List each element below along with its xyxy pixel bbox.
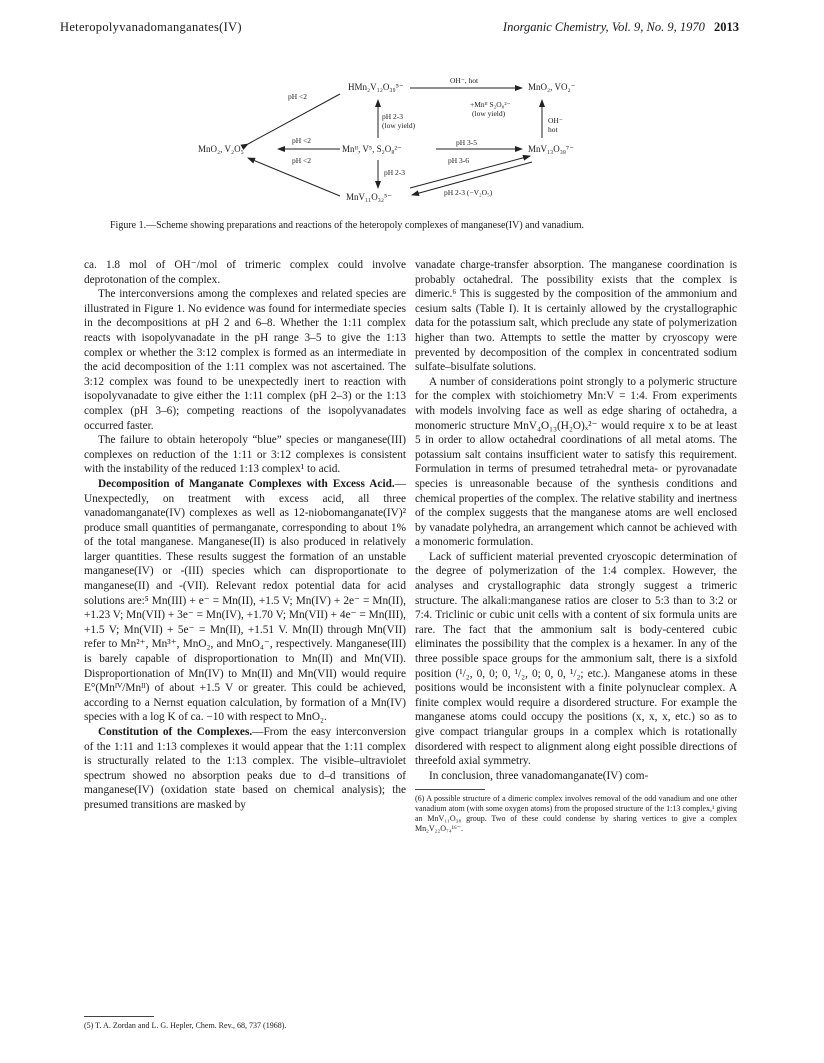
volume-issue: Vol. 9, No. 9, 1970 (611, 20, 705, 34)
node-center: Mnᴵᴵ, V⁵, S₂O₈²⁻ (342, 144, 402, 154)
paragraph: A number of considerations point strongly to a polymeric structure for the complex with stoichiometry Mn:V = 1:4. From experiments with models involving face as well as edge sharing of octahedra, a monomeric structure MnV₄O₁₃(H₂O)ₓ²⁻ would require x to be at least 5 in order to allow octahedral coordinations of all metal atoms. The potassium salt contains insufficient water to satisfy this requirement. Formulation in terms of presumed tetrahedral meta- or pyrovanadate species is unreasonable because of the synthesis conditions and chemical properties of the complex. The relative stability and inertness of the complex suggests that the manganese atoms are well enclosed by vanadate polyhedra, an arrangement which cannot be achieved with a monomeric formulation. (415, 375, 737, 549)
left-column (84, 258, 406, 813)
footnote-text: (5) T. A. Zordan and L. G. Hepler, Chem. Rev., 68, 737 (1968). (84, 1021, 287, 1030)
section-constitution (84, 725, 406, 813)
label-ph-lt2-mid: pH <2 (292, 136, 312, 145)
label-ph36: pH 3-6 (448, 156, 470, 165)
label-oh-right-a: OH⁻ (548, 116, 563, 125)
label-ph35: pH 3-5 (456, 138, 478, 147)
footnote-rule (84, 1016, 154, 1017)
label-ph-lt2-top: pH <2 (288, 92, 308, 101)
paragraph: Lack of sufficient material prevented cryoscopic determination of the degree of polymerization of the 1:4 complex. However, the analyses and crystallographic data strongly suggest a trimeric structure. The alkali:manganese ratios are closer to 5:3 than to 3:2 or 7:4. Triclinic or cubic unit cells with a content of six formula units are rare. The fact that the ammonium salt is body-centered cubic eliminates the possibility that the complex is a hexamer. In any of the three possible space groups for the ammonium salt, there is a sixfold position (¹/₂, 0, 0; 0, ¹/₂, 0; 0, 0, ¹/₂; etc.). Manganese atoms in these positions would be inconsistent with a finite polynuclear complex. A finite complex would require a disordered structure. For example the manganese atoms could occupy the positions (x, x, x, etc.) so as to give compact triangular groups in a complex which is rotationally disordered with respect to alignment along eight possible directions of threefold axial symmetry. (415, 550, 737, 768)
footnote-right: (6) A possible structure of a dimeric complex involves removal of the odd vanadium and one other vanadium atom (with some oxygen atoms) from the proposed structure of the 1:13 complex,¹ giving an MnV₁₁O₃₈ group. Two of these could condense by sharing vertices to give a complex Mn₂V₂₂O₇₄¹⁶⁻. (415, 794, 737, 834)
label-ph23-low-a: pH 2-3 (382, 112, 404, 121)
section-text: —From the easy interconversion of the 1:11 and 1:13 complexes it would appear that the 1:11 complex is structurally related to the 1:13 complex. The visible–ultraviolet spectrum showed no absorption peaks due to d–d transitions of manganese(IV) (oxidation state based on chemical analysis); the presumed transitions are masked by (84, 726, 406, 811)
paragraph: ca. 1.8 mol of OH⁻/mol of trimeric complex could involve deprotonation of the complex. (84, 259, 406, 286)
paragraph: The interconversions among the complexes and related species are illustrated in Figure 1. No evidence was found for intermediate species in the decompositions at pH 2 and 6–8. Whether the 1:11 complex reacts with isopolyvanadate in the pH range 3–5 to give the 1:13 complex or whether the 3:12 complex is formed as an intermediate in the acid decomposition of the 1:11 complex was not ascertained. The 3:12 complex was found to be unexpectedly inert to reaction with isopolyvanadate to give either the 1:11 complex (pH 2–3) or the 1:13 complex (pH 3–6); competing reactions of the isopolyvanadates occurred faster. (84, 288, 406, 432)
label-low-yield-right: (low yield) (472, 109, 506, 118)
arrow-bottom-to-right (410, 156, 530, 188)
running-title: Heteropolyvanadomanganates(IV) (60, 20, 242, 34)
label-ph23-mid: pH 2-3 (384, 168, 406, 177)
section-text: —Unexpectedly, on treatment with excess acid, all three vanadomanganate(IV) complexes as well as 12-niobomanganate(IV)² produce small quantities of permanganate, corresponding to about 1% of the total manganese. Manganese(II) is also produced in relatively larger quantities. These results suggest the formation of an unstable manganese(IV) or -(III) species which can disproportionate to manganese(II) and -(VII). Relevant redox potential data for acid solutions are:⁵ Mn(III) + e⁻ = Mn(II), +1.5 V; Mn(IV) + 2e⁻ = Mn(II), +1.23 V; Mn(VII) + 3e⁻ = Mn(IV), +1.70 V; Mn(VII) + 4e⁻ = Mn(III), +1.5 V; Mn(VII) + 5e⁻ = Mn(II), +1.51 V. Mn(II) through Mn(VII) refer to Mn²⁺, Mn³⁺, MnO₂, and MnO₄⁻, respectively. Manganese(III) is barely capable of disproportionation to Mn(II) and Mn(VII). Disproportionation of Mn(IV) to Mn(II) and Mn(VII) would require E°(Mnᴵⱽ/Mnᴵᴵ) of about +1.5 V or greater. This could be achieved, according to a Nernst equation calculation, by formation of a Mn(IV) species with a log K of ca. −10 with respect to MnO₂. (84, 477, 406, 724)
section-decomposition (84, 477, 406, 725)
page-header (60, 20, 739, 44)
figure-caption: Figure 1.—Scheme showing preparations and reactions of the heteropoly complexes of manganese(IV) and vanadium. (110, 220, 585, 231)
label-ph23-vox: pH 2-3 (−V₂O₅) (444, 188, 493, 197)
reaction-scheme (200, 68, 630, 218)
label-oh-hot-top: OH⁻, hot (450, 76, 479, 85)
node-left: MnO₂, V₂O₅ (198, 144, 244, 154)
node-right: MnV₁₃O₃₈⁷⁻ (528, 144, 574, 154)
node-top-center: HMn₂V₁₂O₃₉⁵⁻ (348, 82, 404, 92)
section-heading: Constitution of the Complexes. (98, 726, 253, 738)
paragraph: The failure to obtain heteropoly “blue” species or manganese(III) complexes on reduction of the 1:11 or 3:12 complexes is consistent with the instability of the reduced 1:13 complex¹ to acid. (84, 434, 406, 476)
footnote-rule (415, 789, 485, 790)
page-number: 2013 (714, 20, 739, 34)
node-bottom: MnV₁₁O₃₂⁵⁻ (346, 192, 392, 202)
journal-citation (503, 20, 739, 35)
label-ph-lt2-low: pH <2 (292, 156, 312, 165)
label-ph23-low-b: (low yield) (382, 121, 416, 130)
paragraph: vanadate charge-transfer absorption. The manganese coordination is probably octahedral. The possibility exists that the complex is dimeric.⁶ This is suggested by the composition of the ammonium and cesium salts (Table I). It is certainly allowed by the crystallographic data for the potassium salt, which preclude any state of polymerization higher than two. Attempts to settle the matter by cryoscopy were prevented by decomposition of the complex in concentrated sodium sulfate–bisulfate solutions. (415, 259, 737, 374)
label-oh-right-b: hot (548, 125, 558, 134)
journal-name: Inorganic Chemistry, (502, 20, 609, 34)
right-column (415, 258, 737, 834)
section-heading: Decomposition of Manganate Complexes with Excess Acid. (98, 477, 395, 490)
label-mn-s2o8: +Mnᴵᴵ S₂O₈²⁻ (470, 100, 511, 109)
node-top-right: MnO₂, VO₂⁻ (528, 82, 576, 92)
paragraph: In conclusion, three vanadomanganate(IV) com- (429, 769, 649, 782)
footnote-left (84, 1010, 406, 1031)
